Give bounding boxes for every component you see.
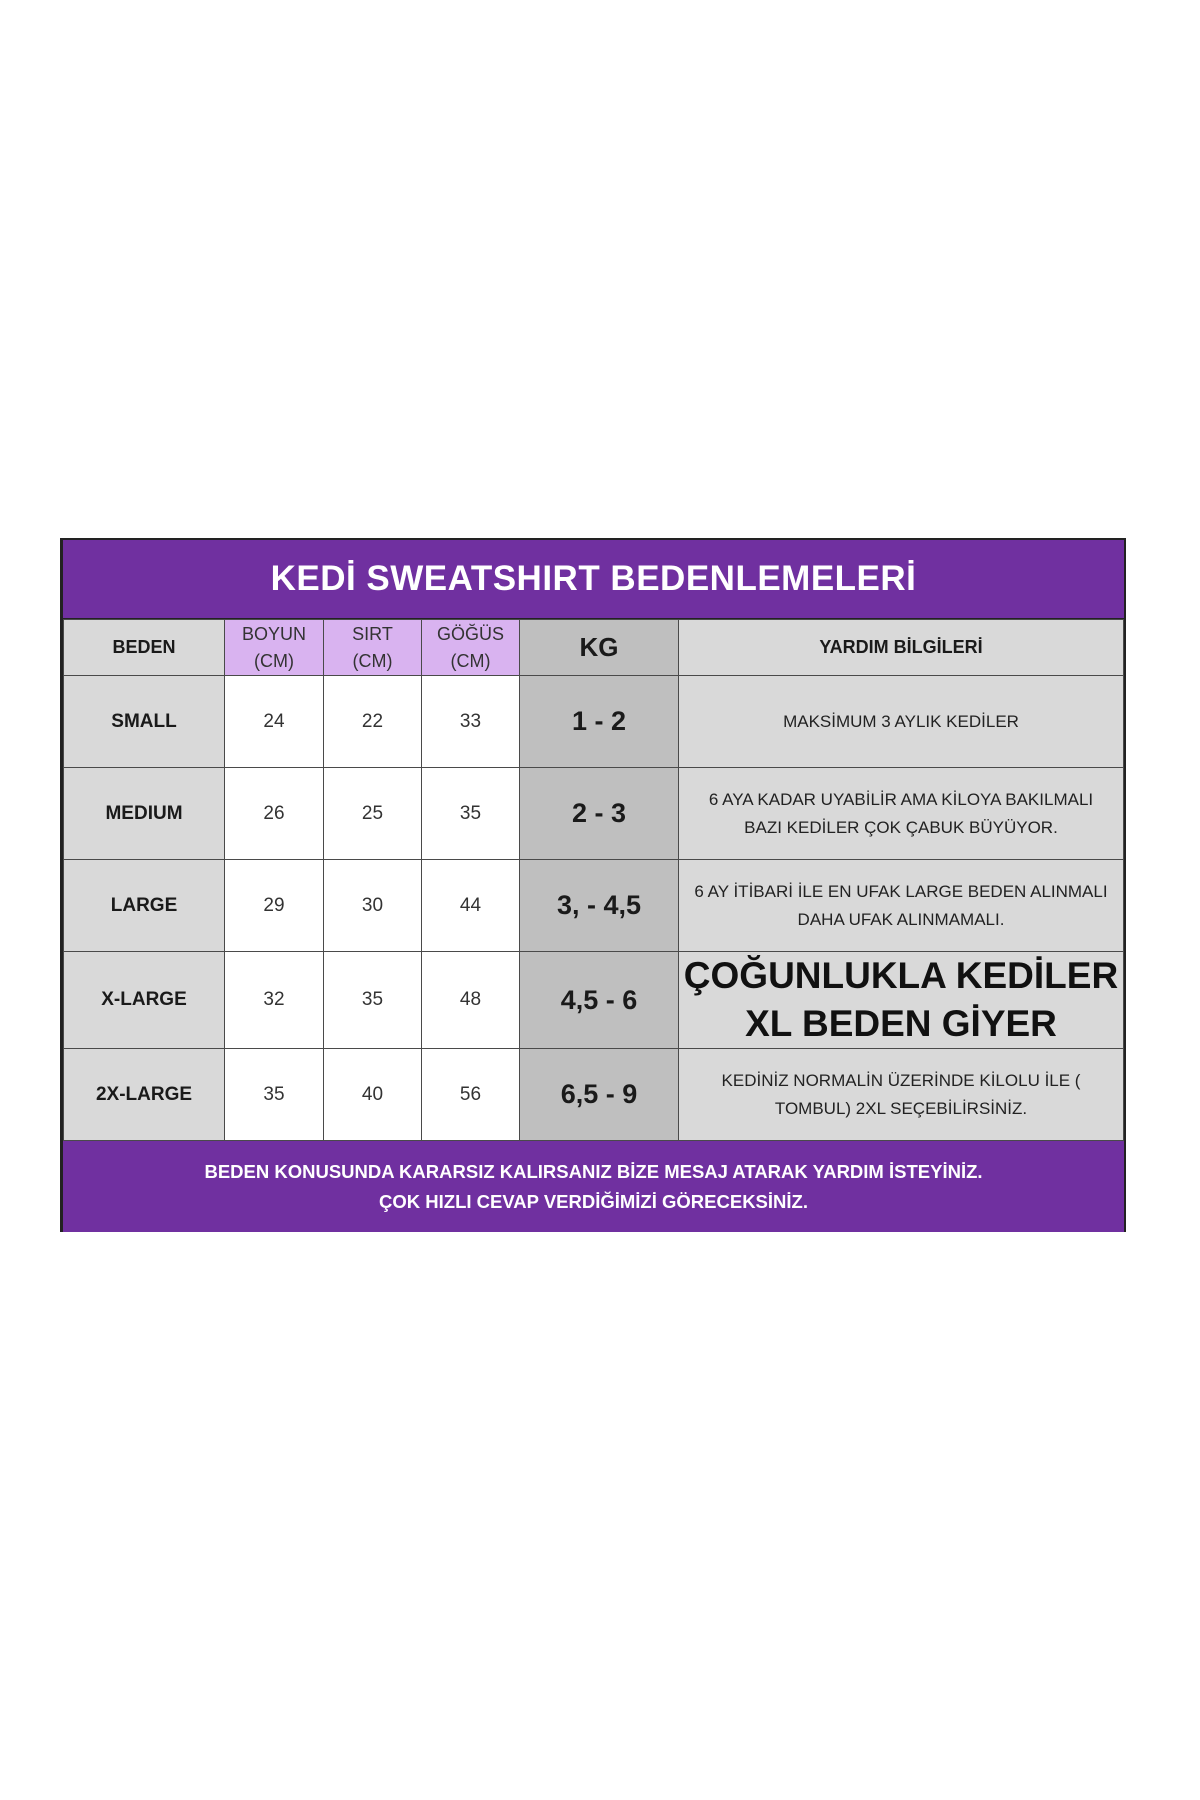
table-row (64, 768, 1124, 860)
help-line: KEDİNİZ NORMALİN ÜZERİNDE KİLOLU İLE ( (721, 1070, 1081, 1090)
size-cell: X-LARGE (64, 952, 225, 1049)
header-sirt-unit: (CM) (352, 650, 393, 671)
kg-cell: 3, - 4,5 (520, 860, 679, 952)
help-cell-highlight (679, 952, 1124, 1049)
table-row (64, 952, 1124, 1049)
help-line: DAHA UFAK ALINMAMALI. (797, 909, 1005, 929)
sirt-cell: 35 (324, 952, 422, 1049)
header-gogus-label: GÖĞÜS (436, 623, 504, 644)
boyun-cell: 26 (225, 768, 324, 860)
header-beden: BEDEN (64, 620, 225, 676)
header-row (64, 620, 1124, 676)
kg-cell: 1 - 2 (520, 676, 679, 768)
help-cell (679, 768, 1124, 860)
help-line: TOMBUL) 2XL SEÇEBİLİRSİNİZ. (774, 1098, 1028, 1118)
footer-line-1: BEDEN KONUSUNDA KARARSIZ KALIRSANIZ BİZE MESAJ ATARAK YARDIM İSTEYİNİZ. (204, 1160, 983, 1182)
size-table (63, 619, 1124, 1141)
gogus-cell: 44 (422, 860, 520, 952)
footer-line-2: ÇOK HIZLI CEVAP VERDİĞİMİZİ GÖRECEKSİNİZ. (379, 1190, 808, 1212)
gogus-cell: 56 (422, 1049, 520, 1141)
boyun-cell: 24 (225, 676, 324, 768)
header-kg: KG (520, 620, 679, 676)
help-line: XL BEDEN GİYER (745, 1003, 1057, 1044)
boyun-cell: 32 (225, 952, 324, 1049)
size-chart (60, 538, 1126, 1232)
header-boyun-unit: (CM) (254, 650, 294, 671)
header-sirt-label: SIRT (352, 623, 393, 644)
kg-cell: 2 - 3 (520, 768, 679, 860)
help-line: ÇOĞUNLUKLA KEDİLER (683, 955, 1119, 996)
size-cell: SMALL (64, 676, 225, 768)
chart-title: KEDİ SWEATSHIRT BEDENLEMELERİ (63, 540, 1124, 619)
help-line: BAZI KEDİLER ÇOK ÇABUK BÜYÜYOR. (744, 817, 1058, 837)
gogus-cell: 33 (422, 676, 520, 768)
header-gogus (422, 620, 520, 676)
help-line: MAKSİMUM 3 AYLIK KEDİLER (783, 711, 1019, 731)
help-line: 6 AYA KADAR UYABİLİR AMA KİLOYA BAKILMALI (708, 789, 1094, 809)
sirt-cell: 25 (324, 768, 422, 860)
header-gogus-unit: (CM) (450, 650, 491, 671)
table-row (64, 676, 1124, 768)
help-line: 6 AY İTİBARİ İLE EN UFAK LARGE BEDEN ALINMALI (694, 881, 1108, 901)
header-yardim: YARDIM BİLGİLERİ (679, 620, 1124, 676)
header-boyun-label: BOYUN (241, 623, 306, 644)
size-cell: 2X-LARGE (64, 1049, 225, 1141)
gogus-cell: 35 (422, 768, 520, 860)
help-cell (679, 1049, 1124, 1141)
kg-cell: 4,5 - 6 (520, 952, 679, 1049)
help-cell (679, 676, 1124, 768)
gogus-cell: 48 (422, 952, 520, 1049)
sirt-cell: 30 (324, 860, 422, 952)
boyun-cell: 29 (225, 860, 324, 952)
table-row (64, 860, 1124, 952)
sirt-cell: 22 (324, 676, 422, 768)
kg-cell: 6,5 - 9 (520, 1049, 679, 1141)
header-sirt (324, 620, 422, 676)
help-cell (679, 860, 1124, 952)
boyun-cell: 35 (225, 1049, 324, 1141)
table-row (64, 1049, 1124, 1141)
size-cell: LARGE (64, 860, 225, 952)
footer-note (63, 1141, 1124, 1232)
size-cell: MEDIUM (64, 768, 225, 860)
sirt-cell: 40 (324, 1049, 422, 1141)
header-boyun (225, 620, 324, 676)
